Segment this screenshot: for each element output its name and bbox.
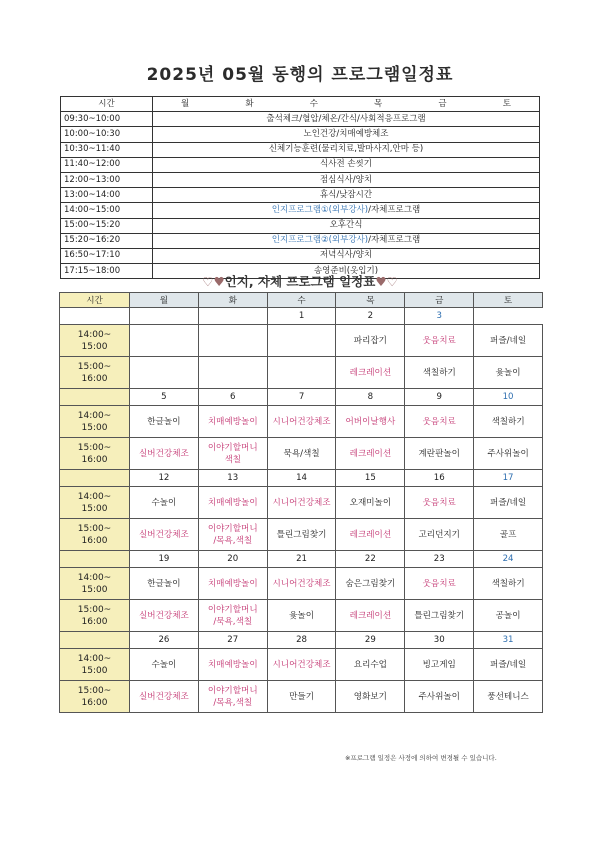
calendar-activity: 웃음치료 bbox=[405, 406, 474, 438]
calendar-date: 21 bbox=[267, 551, 336, 568]
calendar-activity: 치매예방놀이 bbox=[198, 487, 267, 519]
calendar-time-slot: 15:00~ 16:00 bbox=[60, 600, 130, 632]
daily-row bbox=[61, 233, 540, 248]
calendar-date: 15 bbox=[336, 470, 405, 487]
daily-row bbox=[61, 218, 540, 233]
calendar-day-header: 수 bbox=[267, 293, 336, 308]
calendar-activity: 색칠하기 bbox=[405, 357, 474, 389]
calendar-time-slot: 14:00~ 15:00 bbox=[60, 406, 130, 438]
calendar-date: 16 bbox=[405, 470, 474, 487]
daily-activity: 송영준비(옷입기) bbox=[153, 264, 540, 279]
calendar-activity: 시니어건강체조 bbox=[267, 568, 336, 600]
calendar-activity: 퍼즐/네일 bbox=[474, 325, 543, 357]
daily-header-wed: 수 bbox=[309, 98, 318, 109]
daily-activity: 점심식사/양치 bbox=[153, 172, 540, 187]
calendar-date: 26 bbox=[130, 632, 199, 649]
calendar-activity: 퍼즐/네일 bbox=[474, 487, 543, 519]
calendar-activity bbox=[130, 357, 199, 389]
calendar-activity: 이야기할머니 /묵욕,색칠 bbox=[198, 600, 267, 632]
calendar-slot-row bbox=[60, 568, 543, 600]
calendar-slot-row bbox=[60, 406, 543, 438]
calendar-header-row bbox=[60, 293, 543, 308]
calendar-date: 20 bbox=[198, 551, 267, 568]
calendar-date: 5 bbox=[130, 389, 199, 406]
calendar-date bbox=[60, 308, 130, 325]
calendar-activity: 색칠하기 bbox=[474, 406, 543, 438]
calendar-activity: 묵욕/색칠 bbox=[267, 438, 336, 470]
calendar-date: 27 bbox=[198, 632, 267, 649]
calendar-activity: 고리던지기 bbox=[405, 519, 474, 551]
calendar-day-header: 월 bbox=[130, 293, 199, 308]
daily-time: 10:00~10:30 bbox=[61, 127, 153, 142]
calendar-activity: 시니어건강체조 bbox=[267, 649, 336, 681]
daily-header-tue: 화 bbox=[245, 98, 254, 109]
daily-activity-rest: /자체프로그램 bbox=[368, 235, 421, 246]
calendar-activity: 색칠하기 bbox=[474, 568, 543, 600]
calendar-activity: 이야기할머니 색칠 bbox=[198, 438, 267, 470]
calendar-activity: 윷놀이 bbox=[474, 357, 543, 389]
calendar-activity: 수놀이 bbox=[130, 487, 199, 519]
calendar-date-row-spacer bbox=[60, 632, 130, 649]
daily-activity bbox=[153, 203, 540, 218]
calendar-date: 9 bbox=[405, 389, 474, 406]
calendar-day-header: 목 bbox=[336, 293, 405, 308]
calendar-activity: 치매예방놀이 bbox=[198, 406, 267, 438]
daily-header-days bbox=[153, 97, 540, 112]
daily-activity bbox=[153, 233, 540, 248]
calendar-date: 29 bbox=[336, 632, 405, 649]
daily-activity: 노인건강/치매예방체조 bbox=[153, 127, 540, 142]
calendar-activity: 웃음치료 bbox=[405, 487, 474, 519]
calendar-date-row-spacer bbox=[60, 551, 130, 568]
calendar-time-slot: 14:00~ 15:00 bbox=[60, 568, 130, 600]
calendar-date: 30 bbox=[405, 632, 474, 649]
calendar-activity: 윷놀이 bbox=[267, 600, 336, 632]
calendar-time-slot: 14:00~ 15:00 bbox=[60, 487, 130, 519]
daily-row bbox=[61, 142, 540, 157]
heart-outline-icon: ♡ bbox=[386, 274, 398, 289]
calendar-day-header: 금 bbox=[405, 293, 474, 308]
calendar-slot-row bbox=[60, 649, 543, 681]
daily-header-sat: 토 bbox=[502, 98, 511, 109]
calendar-date: 19 bbox=[130, 551, 199, 568]
calendar-activity bbox=[198, 357, 267, 389]
daily-time: 13:00~14:00 bbox=[61, 188, 153, 203]
calendar-date-row bbox=[60, 551, 543, 568]
daily-time: 16:50~17:10 bbox=[61, 248, 153, 263]
calendar-date: 7 bbox=[267, 389, 336, 406]
calendar-date: 24 bbox=[474, 551, 543, 568]
calendar-activity: 빙고게임 bbox=[405, 649, 474, 681]
daily-row bbox=[61, 203, 540, 218]
calendar-activity: 웃음치료 bbox=[405, 325, 474, 357]
calendar-date: 3 bbox=[405, 308, 474, 325]
daily-time: 15:00~15:20 bbox=[61, 218, 153, 233]
calendar-activity: 주사위놀이 bbox=[474, 438, 543, 470]
calendar-slot-row bbox=[60, 681, 543, 713]
daily-row bbox=[61, 172, 540, 187]
calendar-activity: 어버이날행사 bbox=[336, 406, 405, 438]
calendar-activity: 시니어건강체조 bbox=[267, 406, 336, 438]
calendar-activity: 숨은그림찾기 bbox=[336, 568, 405, 600]
calendar-activity bbox=[267, 357, 336, 389]
calendar-activity: 레크레이션 bbox=[336, 357, 405, 389]
calendar-activity: 이야기할머니 /목욕,색칠 bbox=[198, 519, 267, 551]
calendar-activity: 파리잡기 bbox=[336, 325, 405, 357]
daily-activity: 오후간식 bbox=[153, 218, 540, 233]
calendar-time-slot: 15:00~ 16:00 bbox=[60, 519, 130, 551]
calendar-activity bbox=[130, 325, 199, 357]
calendar-activity: 퍼즐/네일 bbox=[474, 649, 543, 681]
daily-row bbox=[61, 157, 540, 172]
calendar-activity: 계란판놀이 bbox=[405, 438, 474, 470]
calendar-slot-row bbox=[60, 325, 543, 357]
calendar-activity: 실버건강체조 bbox=[130, 438, 199, 470]
daily-header-row bbox=[61, 97, 540, 112]
calendar-date bbox=[130, 308, 199, 325]
daily-time: 12:00~13:00 bbox=[61, 172, 153, 187]
heart-filled-icon: ♥ bbox=[375, 274, 387, 289]
calendar-activity: 틀린그림찾기 bbox=[267, 519, 336, 551]
calendar-activity bbox=[198, 325, 267, 357]
daily-time: 09:30~10:00 bbox=[61, 112, 153, 127]
schedule-note: ※프로그램 일정은 사정에 의하여 변경될 수 있습니다. bbox=[345, 754, 497, 762]
calendar-date: 10 bbox=[474, 389, 543, 406]
daily-activity: 저녁식사/양치 bbox=[153, 248, 540, 263]
calendar-activity: 한글놀이 bbox=[130, 568, 199, 600]
calendar-time-slot: 14:00~ 15:00 bbox=[60, 649, 130, 681]
calendar-activity: 틀린그림찾기 bbox=[405, 600, 474, 632]
calendar-activity: 풍선테니스 bbox=[474, 681, 543, 713]
calendar-slot-row bbox=[60, 487, 543, 519]
calendar-activity: 수놀이 bbox=[130, 649, 199, 681]
calendar-date: 14 bbox=[267, 470, 336, 487]
daily-header-thu: 목 bbox=[374, 98, 383, 109]
daily-time: 10:30~11:40 bbox=[61, 142, 153, 157]
daily-row bbox=[61, 188, 540, 203]
calendar-activity: 주사위놀이 bbox=[405, 681, 474, 713]
calendar-date-row bbox=[60, 632, 543, 649]
daily-time: 17:15~18:00 bbox=[61, 264, 153, 279]
calendar-time-header: 시간 bbox=[60, 293, 130, 308]
calendar-slot-row bbox=[60, 519, 543, 551]
calendar-date: 8 bbox=[336, 389, 405, 406]
daily-row bbox=[61, 248, 540, 263]
calendar-date: 17 bbox=[474, 470, 543, 487]
calendar-date bbox=[198, 308, 267, 325]
calendar-activity: 실버건강체조 bbox=[130, 519, 199, 551]
calendar-date: 22 bbox=[336, 551, 405, 568]
calendar-date: 1 bbox=[267, 308, 336, 325]
calendar-slot-row bbox=[60, 357, 543, 389]
calendar-date-row bbox=[60, 389, 543, 406]
calendar-activity: 요리수업 bbox=[336, 649, 405, 681]
daily-header-mon: 월 bbox=[181, 98, 190, 109]
calendar-time-slot: 15:00~ 16:00 bbox=[60, 681, 130, 713]
daily-activity: 출석체크/혈압/체온/간식/사회적응프로그램 bbox=[153, 112, 540, 127]
calendar-activity: 실버건강체조 bbox=[130, 681, 199, 713]
calendar-day-header: 화 bbox=[198, 293, 267, 308]
daily-activity: 식사전 손씻기 bbox=[153, 157, 540, 172]
daily-header-time: 시간 bbox=[61, 97, 153, 112]
calendar-activity: 만들기 bbox=[267, 681, 336, 713]
calendar-time-slot: 14:00~ 15:00 bbox=[60, 325, 130, 357]
calendar-activity: 웃음치료 bbox=[405, 568, 474, 600]
calendar-activity: 실버건강체조 bbox=[130, 600, 199, 632]
calendar-activity bbox=[267, 325, 336, 357]
heart-outline-icon: ♡ bbox=[202, 274, 214, 289]
daily-activity-highlight: 인지프로그램②(외부강사) bbox=[271, 235, 369, 246]
program-calendar bbox=[59, 292, 543, 713]
program-subtitle bbox=[0, 272, 600, 290]
calendar-date: 28 bbox=[267, 632, 336, 649]
daily-time: 15:20~16:20 bbox=[61, 233, 153, 248]
daily-row bbox=[61, 127, 540, 142]
calendar-activity: 골프 bbox=[474, 519, 543, 551]
calendar-activity: 오재미놀이 bbox=[336, 487, 405, 519]
calendar-activity: 이야기할머니 /목욕,색칠 bbox=[198, 681, 267, 713]
daily-activity-rest: /자체프로그램 bbox=[368, 204, 421, 215]
calendar-date: 13 bbox=[198, 470, 267, 487]
daily-activity-highlight: 인지프로그램①(외부강사) bbox=[271, 204, 369, 215]
daily-row bbox=[61, 112, 540, 127]
calendar-date-row bbox=[60, 308, 543, 325]
daily-time: 14:00~15:00 bbox=[61, 203, 153, 218]
calendar-date: 31 bbox=[474, 632, 543, 649]
calendar-date: 12 bbox=[130, 470, 199, 487]
calendar-time-slot: 15:00~ 16:00 bbox=[60, 438, 130, 470]
daily-activity: 신체기능훈련(물리치료,발마사지,안마 등) bbox=[153, 142, 540, 157]
daily-activity: 휴식/낮잠시간 bbox=[153, 188, 540, 203]
calendar-activity: 레크레이션 bbox=[336, 519, 405, 551]
daily-schedule-table bbox=[60, 96, 540, 279]
subtitle-text: 인지, 자체 프로그램 일정표 bbox=[224, 274, 376, 289]
calendar-slot-row bbox=[60, 600, 543, 632]
calendar-activity: 영화보기 bbox=[336, 681, 405, 713]
calendar-activity: 치매예방놀이 bbox=[198, 649, 267, 681]
heart-filled-icon: ♥ bbox=[213, 274, 225, 289]
calendar-date: 2 bbox=[336, 308, 405, 325]
calendar-date-row-spacer bbox=[60, 389, 130, 406]
calendar-date-row bbox=[60, 470, 543, 487]
calendar-time-slot: 15:00~ 16:00 bbox=[60, 357, 130, 389]
page-title: 2025년 05월 동행의 프로그램일정표 bbox=[146, 65, 454, 85]
calendar-activity: 레크레이션 bbox=[336, 438, 405, 470]
calendar-activity: 치매예방놀이 bbox=[198, 568, 267, 600]
calendar-day-header: 토 bbox=[474, 293, 543, 308]
calendar-date-row-spacer bbox=[60, 470, 130, 487]
daily-time: 11:40~12:00 bbox=[61, 157, 153, 172]
calendar-activity: 한글놀이 bbox=[130, 406, 199, 438]
calendar-activity: 공놀이 bbox=[474, 600, 543, 632]
daily-header-fri: 금 bbox=[438, 98, 447, 109]
calendar-slot-row bbox=[60, 438, 543, 470]
calendar-activity: 시니어건강체조 bbox=[267, 487, 336, 519]
calendar-date: 23 bbox=[405, 551, 474, 568]
calendar-date: 6 bbox=[198, 389, 267, 406]
calendar-activity: 레크레이션 bbox=[336, 600, 405, 632]
